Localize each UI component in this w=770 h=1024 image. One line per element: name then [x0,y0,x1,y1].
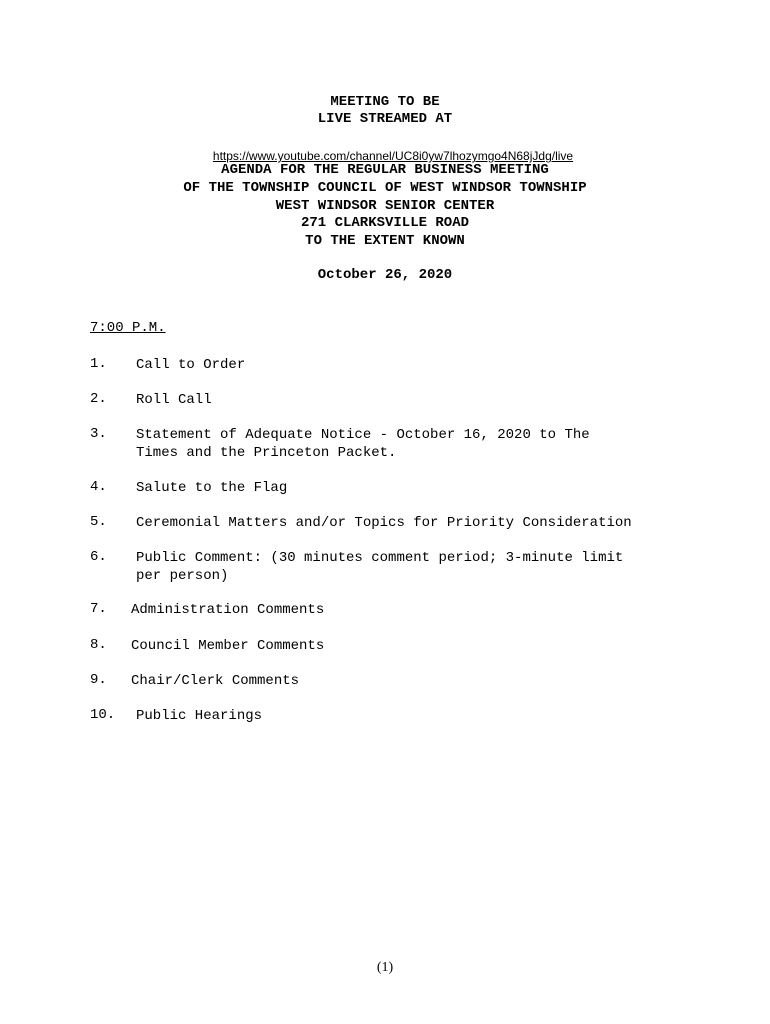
item-text: Roll Call [136,392,212,408]
agenda-title-line-2: OF THE TOWNSHIP COUNCIL OF WEST WINDSOR TOWNSHIP [183,180,587,196]
agenda-title-line-4: 271 CLARKSVILLE ROAD [300,215,470,231]
start-time: 7:00 P.M. [90,320,166,336]
item-text-continued: Times and the Princeton Packet. [136,445,397,461]
agenda-title-line-5: TO THE EXTENT KNOWN [305,233,465,249]
agenda-title-line-1: AGENDA FOR THE REGULAR BUSINESS MEETING [221,162,549,178]
item-text: Salute to the Flag [136,480,288,496]
meeting-date: October 26, 2020 [317,267,453,283]
item-number: 2. [90,391,107,407]
item-number: 7. [90,601,107,617]
agenda-title-line-3: WEST WINDSOR SENIOR CENTER [275,198,495,214]
page-number: (1) [376,960,394,975]
item-text: Public Comment: (30 minutes comment period; 3-minute limit [136,550,624,566]
item-text: Administration Comments [131,602,325,618]
item-text: Call to Order [136,357,246,373]
item-text: Statement of Adequate Notice - October 16, 2020 to The [136,427,590,443]
item-number: 1. [90,356,107,372]
header-line-2: LIVE STREAMED AT [317,111,453,127]
item-number: 3. [90,426,107,442]
item-number: 10. [90,707,116,723]
item-number: 4. [90,479,107,495]
item-number: 5. [90,514,107,530]
header-line-1: MEETING TO BE [330,94,440,110]
item-text: Council Member Comments [131,638,325,654]
item-text: Public Hearings [136,708,263,724]
item-text: Ceremonial Matters and/or Topics for Priority Consideration [136,515,632,531]
item-number: 9. [90,672,107,688]
item-text-continued: per person) [136,568,229,584]
item-number: 6. [90,549,107,565]
item-text: Chair/Clerk Comments [131,673,300,689]
item-number: 8. [90,637,107,653]
stream-link[interactable]: https://www.youtube.com/channel/UC8i0yw7lhozymgo4N68jJdg/live [212,149,574,163]
